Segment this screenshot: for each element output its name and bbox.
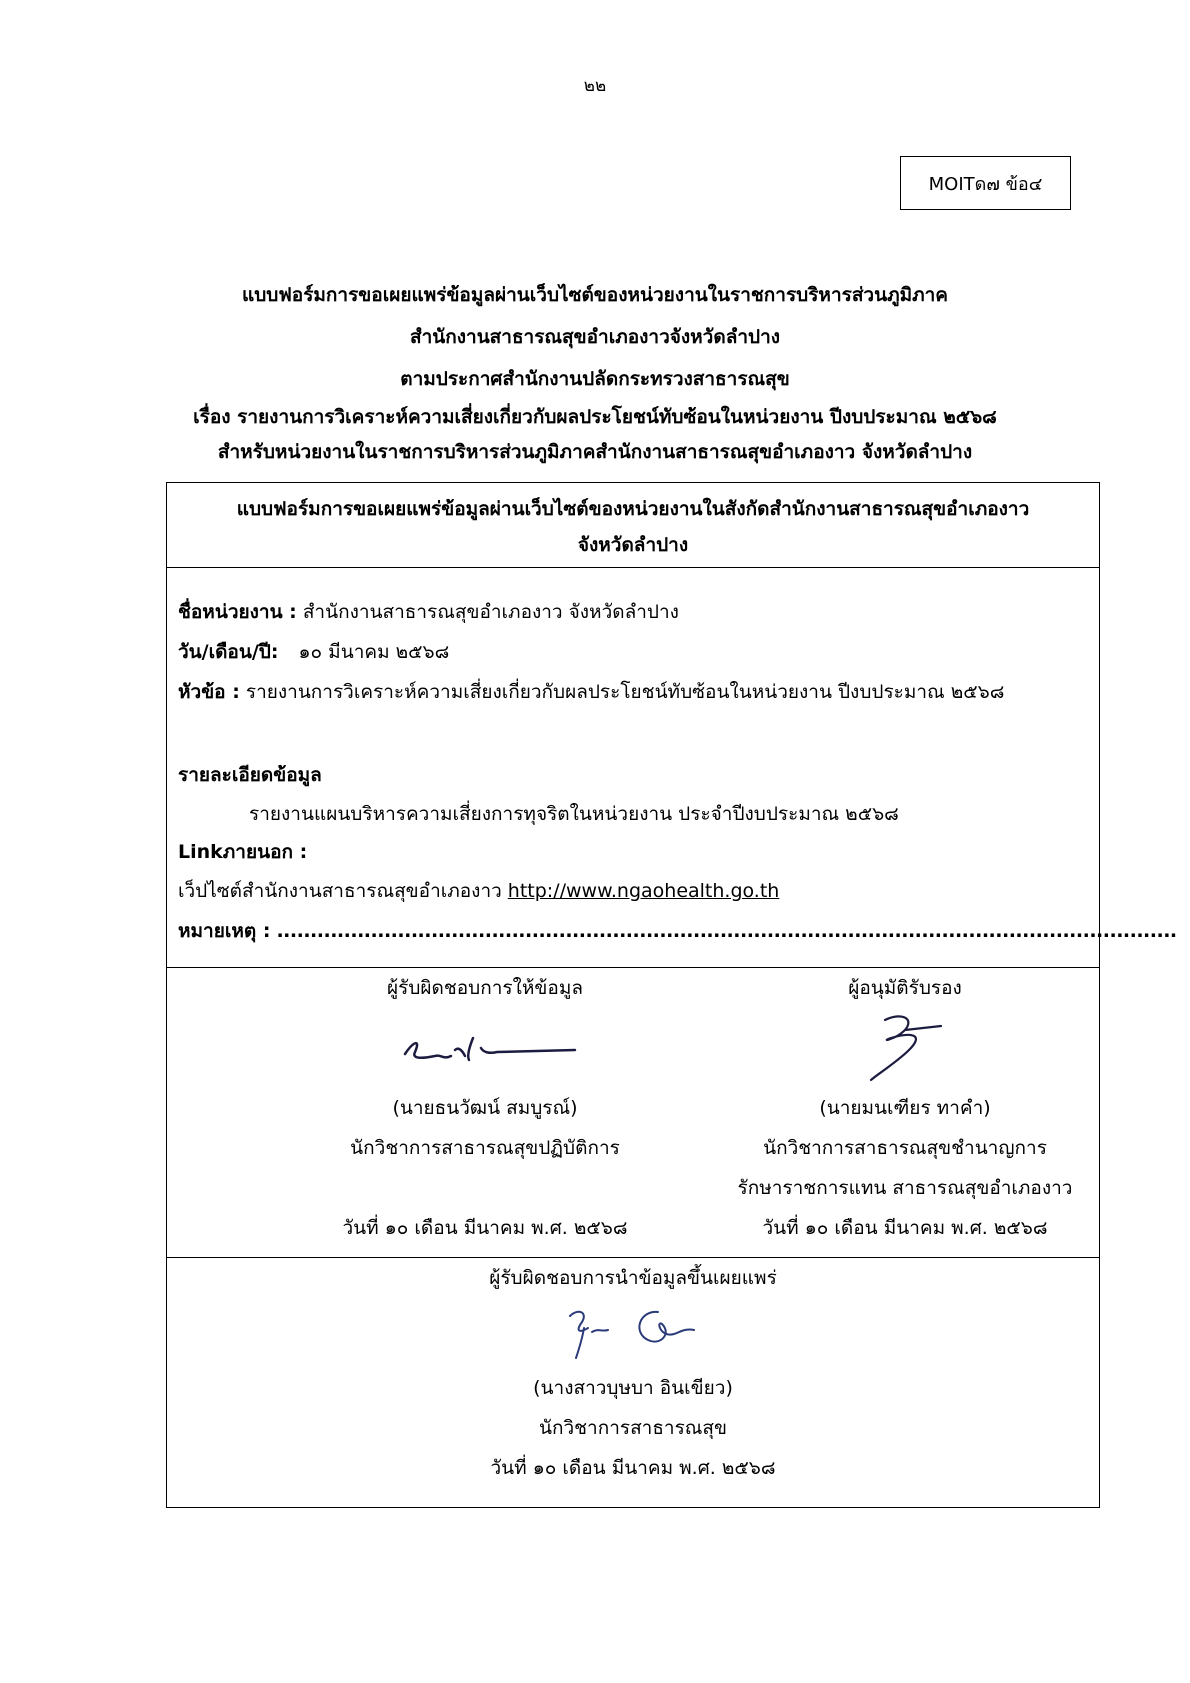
approver-date: วันที่ ๑๐ เดือน มีนาคม พ.ศ. ๒๕๖๘ [762, 1217, 1048, 1239]
topic-row [178, 672, 1099, 712]
approver-signature-image [845, 1008, 965, 1088]
form-title-line-1: แบบฟอร์มการขอเผยแพร่ข้อมูลผ่านเว็บไซต์ของหน่วยงานในสังกัดสำนักงานสาธารณสุขอำเภองาว [236, 498, 1030, 520]
header-line-2: สำนักงานสาธารณสุขอำเภองาวจังหวัดลำปาง [409, 326, 781, 348]
note-label: หมายเหตุ : [178, 920, 271, 942]
header-subject-line: เรื่อง รายงานการวิเคราะห์ความเสี่ยงเกี่ยวกับผลประโยชน์ทับซ้อนในหน่วยงาน ปีงบประมาณ ๒๕๖๘ [193, 406, 997, 428]
agency-label: ชื่อหน่วยงาน : [178, 601, 297, 623]
details-row [178, 755, 1099, 795]
responsible-signature-image [385, 1008, 585, 1088]
topic-label: หัวข้อ : [178, 681, 240, 703]
link-description: เว็ปไซต์สำนักงานสาธารณสุขอำเภองาว [178, 880, 502, 902]
external-link[interactable]: http://www.ngaohealth.go.th [507, 880, 780, 902]
agency-value: สำนักงานสาธารณสุขอำเภองาว จังหวัดลำปาง [302, 601, 679, 623]
responsible-signature-block [275, 968, 695, 1248]
agency-row [178, 592, 1099, 632]
note-row [178, 911, 1177, 951]
form-title-line-2: จังหวัดลำปาง [577, 534, 689, 556]
publisher-position: นักวิชาการสาธารณสุข [538, 1417, 728, 1439]
publisher-name: (นางสาวบุษบา อินเขียว) [533, 1377, 733, 1399]
responsible-position: นักวิชาการสาธารณสุขปฏิบัติการ [350, 1137, 620, 1159]
approver-acting-title: รักษาราชการแทน สาธารณสุขอำเภองาว [737, 1177, 1073, 1199]
page-number: ๒๒ [583, 76, 607, 96]
publisher-role: ผู้รับผิดชอบการนำข้อมูลขึ้นเผยแพร่ [489, 1267, 777, 1289]
form-info-cell [167, 567, 1177, 967]
header-scope-line: สำหรับหน่วยงานในราชการบริหารส่วนภูมิภาคสำนักงานสาธารณสุขอำเภองาว จังหวัดลำปาง [217, 441, 973, 463]
signature-cell [167, 967, 1099, 1257]
date-row [178, 632, 1099, 672]
responsible-name: (นายธนวัฒน์ สมบูรณ์) [392, 1097, 578, 1119]
approver-signature-block [715, 968, 1095, 1248]
publisher-date: วันที่ ๑๐ เดือน มีนาคม พ.ศ. ๒๕๖๘ [490, 1457, 776, 1479]
topic-value: รายงานการวิเคราะห์ความเสี่ยงเกี่ยวกับผลประโยชน์ทับซ้อนในหน่วยงาน ปีงบประมาณ ๒๕๖๘ [245, 681, 1005, 703]
link-value-row [178, 871, 1099, 911]
publication-form-table [166, 482, 1177, 1508]
link-row [178, 833, 1099, 871]
form-title-cell [167, 483, 1099, 567]
responsible-date: วันที่ ๑๐ เดือน มีนาคม พ.ศ. ๒๕๖๘ [342, 1217, 628, 1239]
header-line-3: ตามประกาศสำนักงานปลัดกระทรวงสาธารณสุข [400, 368, 790, 390]
document-code-box: MOITด๗ ข้อ๔ [900, 156, 1071, 210]
header-line-1: แบบฟอร์มการขอเผยแพร่ข้อมูลผ่านเว็บไซต์ของหน่วยงานในราชการบริหารส่วนภูมิภาค [241, 284, 949, 306]
responsible-role: ผู้รับผิดชอบการให้ข้อมูล [387, 977, 583, 999]
approver-position: นักวิชาการสาธารณสุขชำนาญการ [763, 1137, 1047, 1159]
publisher-signature-cell [167, 1257, 1099, 1507]
date-value: ๑๐ มีนาคม ๒๕๖๘ [298, 641, 450, 663]
note-dots: ...................................................................................................................................... [276, 920, 1177, 942]
link-label: Linkภายนอก : [178, 841, 308, 863]
details-label: รายละเอียดข้อมูล [178, 764, 322, 786]
date-label: วัน/เดือน/ปี: [178, 641, 279, 663]
document-header [120, 274, 1070, 470]
approver-name: (นายมนเฑียร ทาคำ) [819, 1097, 991, 1119]
approver-role: ผู้อนุมัติรับรอง [848, 977, 962, 999]
details-value: รายงานแผนบริหารความเสี่ยงการทุจริตในหน่วยงาน ประจำปีงบประมาณ ๒๕๖๘ [249, 803, 899, 825]
publisher-signature-image [548, 1298, 718, 1368]
